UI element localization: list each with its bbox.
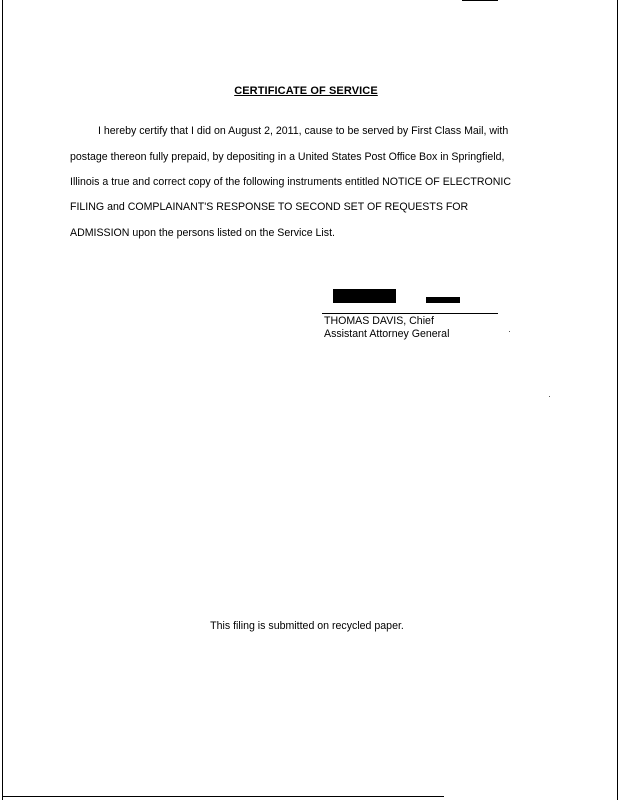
scan-speck xyxy=(509,331,510,332)
page-border-left xyxy=(2,0,3,800)
document-title: CERTIFICATE OF SERVICE xyxy=(234,85,378,97)
page-border-top-fragment xyxy=(462,0,498,1)
scan-speck xyxy=(549,396,550,397)
body-line-5: ADMISSION upon the persons listed on the Service List. xyxy=(70,227,335,239)
redacted-signature-mark xyxy=(426,297,460,303)
signature-area xyxy=(322,289,498,314)
body-line-2: postage thereon fully prepaid, by depositing in a United States Post Office Box in Springfield, xyxy=(70,151,505,163)
page-border-right xyxy=(617,0,618,800)
signatory-title: Assistant Attorney General xyxy=(324,328,450,340)
signatory-name: THOMAS DAVIS, Chief xyxy=(324,315,434,327)
signature-line xyxy=(322,313,498,314)
body-line-4: FILING and COMPLAINANT'S RESPONSE TO SECOND SET OF REQUESTS FOR xyxy=(70,201,469,213)
recycled-paper-note: This filing is submitted on recycled paper. xyxy=(210,620,404,632)
page-border-bottom xyxy=(2,796,444,797)
body-line-3: Illinois a true and correct copy of the following instruments entitled NOTICE OF ELECTRONIC xyxy=(70,176,511,188)
body-line-1: I hereby certify that I did on August 2, 2011, cause to be served by First Class Mail, with xyxy=(98,125,509,137)
redacted-signature xyxy=(333,289,396,303)
